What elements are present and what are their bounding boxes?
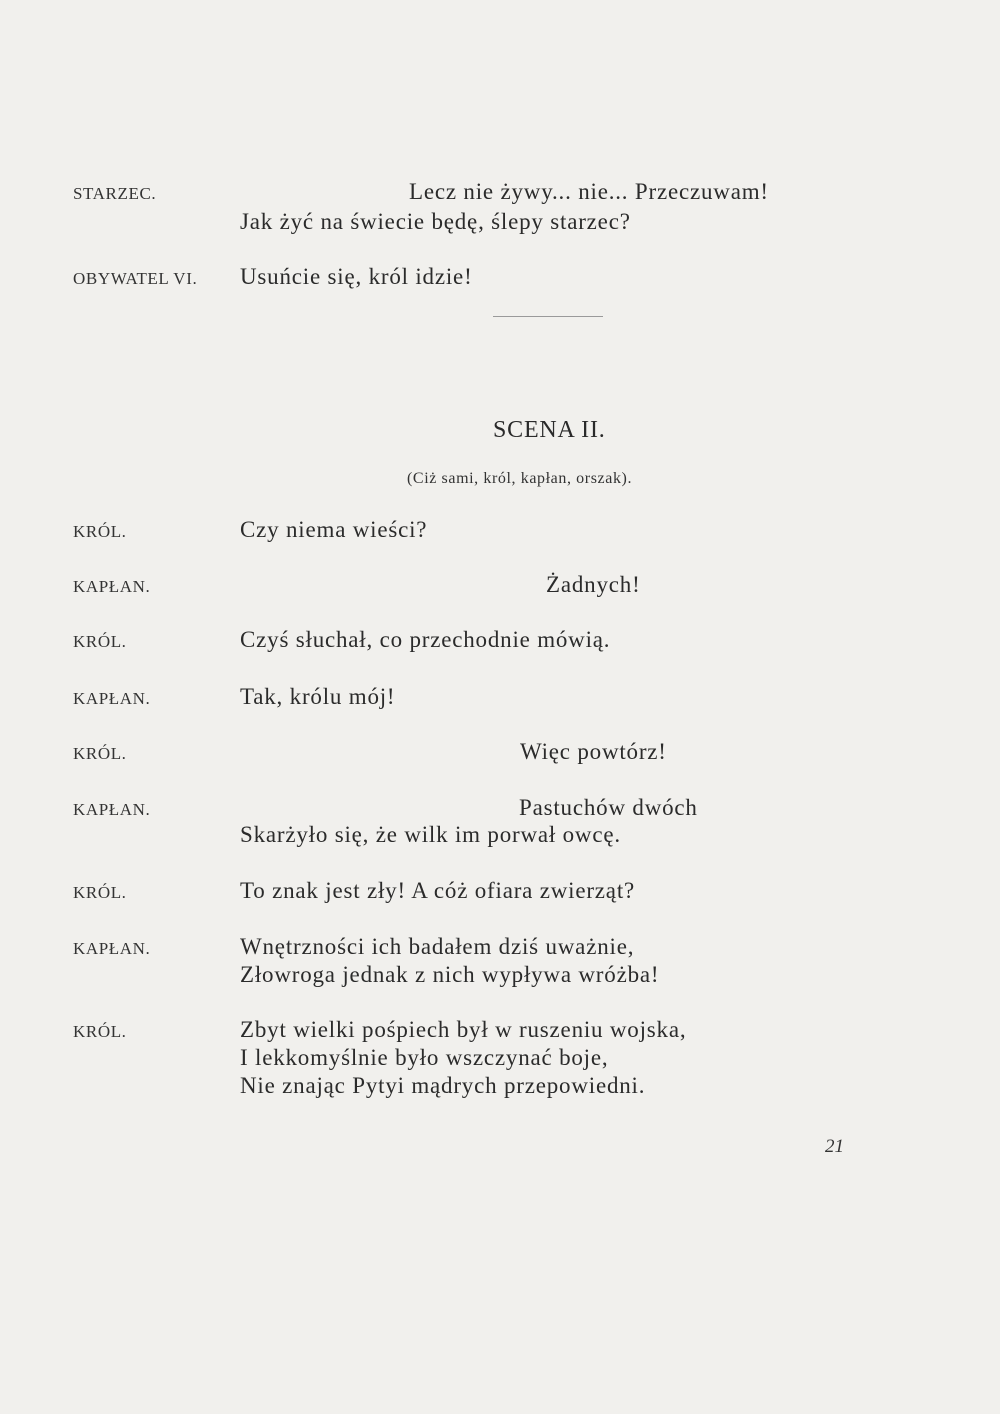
speaker-name: KRÓL.	[73, 632, 127, 651]
speaker-name: KRÓL.	[73, 883, 127, 902]
dialogue-line: Pastuchów dwóch	[519, 795, 698, 820]
speaker-name: KAPŁAN.	[73, 689, 151, 708]
dialogue-line: Więc powtórz!	[520, 739, 667, 764]
page-number: 21	[825, 1136, 844, 1157]
dialogue-line: Czy niema wieści?	[240, 517, 428, 542]
scene-title: SCENA II.	[493, 417, 606, 443]
speaker-name: KRÓL.	[73, 522, 127, 541]
dialogue-line: Czyś słuchał, co przechodnie mówią.	[240, 627, 611, 652]
speaker-name: KAPŁAN.	[73, 800, 151, 819]
dialogue-line: Żadnych!	[546, 572, 641, 597]
speaker-name: KRÓL.	[73, 744, 127, 763]
dialogue-line: Jak żyć na świecie będę, ślepy starzec?	[240, 209, 631, 234]
dialogue-line: Tak, królu mój!	[240, 684, 396, 709]
speaker-name: STARZEC.	[73, 184, 157, 203]
dialogue-line: Zbyt wielki pośpiech był w ruszeniu wojska,	[240, 1017, 687, 1042]
dialogue-line: Złowroga jednak z nich wypływa wróżba!	[240, 962, 660, 987]
dialogue-line: Skarżyło się, że wilk im porwał owcę.	[240, 822, 621, 847]
speaker-name: OBYWATEL VI.	[73, 269, 198, 288]
dialogue-line: To znak jest zły! A cóż ofiara zwierząt?	[240, 878, 636, 903]
speaker-name: KAPŁAN.	[73, 939, 151, 958]
dialogue-line: I lekkomyślnie było wszczynać boje,	[240, 1045, 609, 1070]
stage-direction: (Ciż sami, król, kapłan, orszak).	[407, 470, 633, 487]
speaker-name: KAPŁAN.	[73, 577, 151, 596]
dialogue-line: Nie znając Pytyi mądrych przepowiedni.	[240, 1073, 646, 1098]
speaker-name: KRÓL.	[73, 1022, 127, 1041]
dialogue-line: Lecz nie żywy... nie... Przeczuwam!	[409, 179, 769, 204]
dialogue-line: Wnętrzności ich badałem dziś uważnie,	[240, 934, 635, 959]
section-divider	[493, 316, 603, 317]
dialogue-line: Usuńcie się, król idzie!	[240, 264, 473, 289]
